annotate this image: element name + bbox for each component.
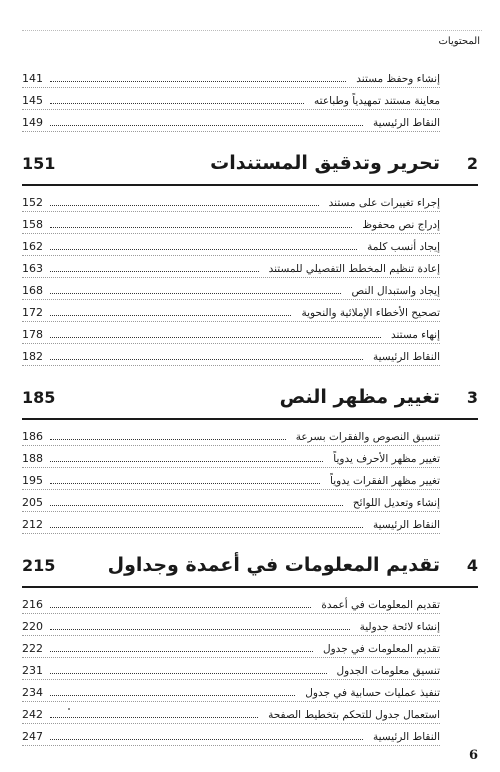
entry-page: 172 (22, 306, 43, 319)
entry-page: 195 (22, 474, 43, 487)
entry-title: النقاط الرئيسية (372, 519, 440, 531)
entry-page: 205 (22, 496, 43, 509)
dot-leader (50, 315, 291, 316)
entry-title: إدراج نص محفوظ (362, 219, 440, 231)
dot-leader (50, 359, 363, 360)
entry-title: تقديم المعلومات في أعمدة (321, 599, 440, 611)
entry-title: تنفيذ عمليات حسابية في جدول (305, 687, 440, 699)
chapter-title: تغيير مظهر النص (279, 386, 440, 408)
toc-entry (22, 724, 440, 746)
toc-entry (22, 234, 440, 256)
entry-page: 220 (22, 620, 43, 633)
row-separator (22, 533, 440, 534)
entry-page: 162 (22, 240, 43, 253)
dot-leader (50, 227, 352, 228)
header-rule (22, 30, 482, 31)
chapter-number: 3 (466, 388, 478, 407)
entry-page: 158 (22, 218, 43, 231)
entry-title: النقاط الرئيسية (372, 351, 440, 363)
entry-title: إنشاء وحفظ مستند (356, 73, 440, 85)
chapter-page: 185 (22, 388, 56, 407)
entry-page: 149 (22, 116, 43, 129)
entry-title: النقاط الرئيسية (372, 731, 440, 743)
chapter-heading (22, 384, 478, 420)
toc-entry (22, 592, 440, 614)
entry-title: إيجاد واستبدال النص (351, 285, 440, 297)
toc-entry (22, 88, 440, 110)
entry-title: استعمال جدول للتحكم بتخطيط الصفحة (268, 709, 440, 721)
row-separator (22, 131, 440, 132)
toc-entry (22, 278, 440, 300)
row-separator (22, 745, 440, 746)
dot-leader (50, 505, 343, 506)
entry-title: إنشاء لائحة جدولية (359, 621, 440, 633)
toc-entry (22, 110, 440, 132)
toc-entry (22, 468, 440, 490)
chapter-rule (22, 586, 478, 588)
toc-entry (22, 322, 440, 344)
dot-leader (50, 293, 341, 294)
dot-leader (50, 125, 363, 126)
dot-leader (50, 629, 350, 630)
chapter-rule (22, 418, 478, 420)
chapter-page: 151 (22, 154, 56, 173)
dot-leader (50, 81, 346, 82)
dot-leader (50, 439, 286, 440)
entry-title: تقديم المعلومات في جدول (322, 643, 440, 655)
chapter-heading (22, 150, 478, 186)
entry-page: 188 (22, 452, 43, 465)
entry-page: 186 (22, 430, 43, 443)
dot-leader (50, 739, 363, 740)
row-separator (22, 365, 440, 366)
entry-page: 152 (22, 196, 43, 209)
dot-leader (50, 461, 323, 462)
entry-page: 242 (22, 708, 43, 721)
entry-title: تصحيح الأخطاء الإملائية والنحوية (301, 307, 440, 319)
toc-entry (22, 256, 440, 278)
chapter-number: 4 (466, 556, 478, 575)
dot-leader (50, 717, 258, 718)
entry-page: 234 (22, 686, 43, 699)
entry-title: إنهاء مستند (391, 329, 440, 341)
entry-title: تغيير مظهر الأحرف يدوياً (333, 453, 440, 465)
toc-entry (22, 680, 440, 702)
toc-entry (22, 190, 440, 212)
page-number: 6 (468, 748, 478, 763)
chapter-heading (22, 552, 478, 588)
dot-leader (50, 673, 327, 674)
entry-title: النقاط الرئيسية (372, 117, 440, 129)
entry-page: 168 (22, 284, 43, 297)
toc-entry (22, 490, 440, 512)
dot-leader (50, 205, 319, 206)
chapter-title: تحرير وتدقيق المستندات (210, 152, 440, 174)
stray-mark (68, 708, 70, 710)
entry-page: 163 (22, 262, 43, 275)
toc-entry (22, 636, 440, 658)
entry-page: 247 (22, 730, 43, 743)
dot-leader (50, 483, 320, 484)
toc-entry (22, 512, 440, 534)
entry-title: معاينة مستند تمهيدياً وطباعته (314, 95, 440, 107)
dot-leader (50, 103, 304, 104)
chapter-page: 215 (22, 556, 56, 575)
dot-leader (50, 527, 363, 528)
dot-leader (50, 271, 259, 272)
entry-title: تغيير مظهر الفقرات يدوياً (330, 475, 440, 487)
dot-leader (50, 337, 381, 338)
entry-page: 141 (22, 72, 43, 85)
entry-page: 231 (22, 664, 43, 677)
entry-page: 178 (22, 328, 43, 341)
toc-entry (22, 424, 440, 446)
entry-page: 222 (22, 642, 43, 655)
entry-page: 216 (22, 598, 43, 611)
entry-title: تنسيق النصوص والفقرات بسرعة (295, 431, 440, 443)
toc-entry (22, 212, 440, 234)
entry-title: تنسيق معلومات الجدول (336, 665, 440, 677)
dot-leader (50, 651, 313, 652)
toc-entry (22, 702, 440, 724)
toc-entry (22, 658, 440, 680)
toc-entry (22, 344, 440, 366)
toc-entry (22, 614, 440, 636)
running-head: المحتويات (438, 36, 480, 47)
entry-page: 212 (22, 518, 43, 531)
toc-entry (22, 446, 440, 468)
dot-leader (50, 695, 295, 696)
entry-title: إنشاء وتعديل اللوائح (352, 497, 440, 509)
toc-entry (22, 66, 440, 88)
chapter-title: تقديم المعلومات في أعمدة وجداول (107, 554, 440, 576)
entry-page: 145 (22, 94, 43, 107)
toc-entry (22, 300, 440, 322)
chapter-number: 2 (466, 154, 478, 173)
entry-title: إجراء تغييرات على مستند (328, 197, 440, 209)
entry-page: 182 (22, 350, 43, 363)
entry-title: إعادة تنظيم المخطط التفصيلي للمستند (268, 263, 440, 275)
dot-leader (50, 249, 357, 250)
entry-title: إيجاد أنسب كلمة (367, 241, 440, 253)
dot-leader (50, 607, 311, 608)
chapter-rule (22, 184, 478, 186)
